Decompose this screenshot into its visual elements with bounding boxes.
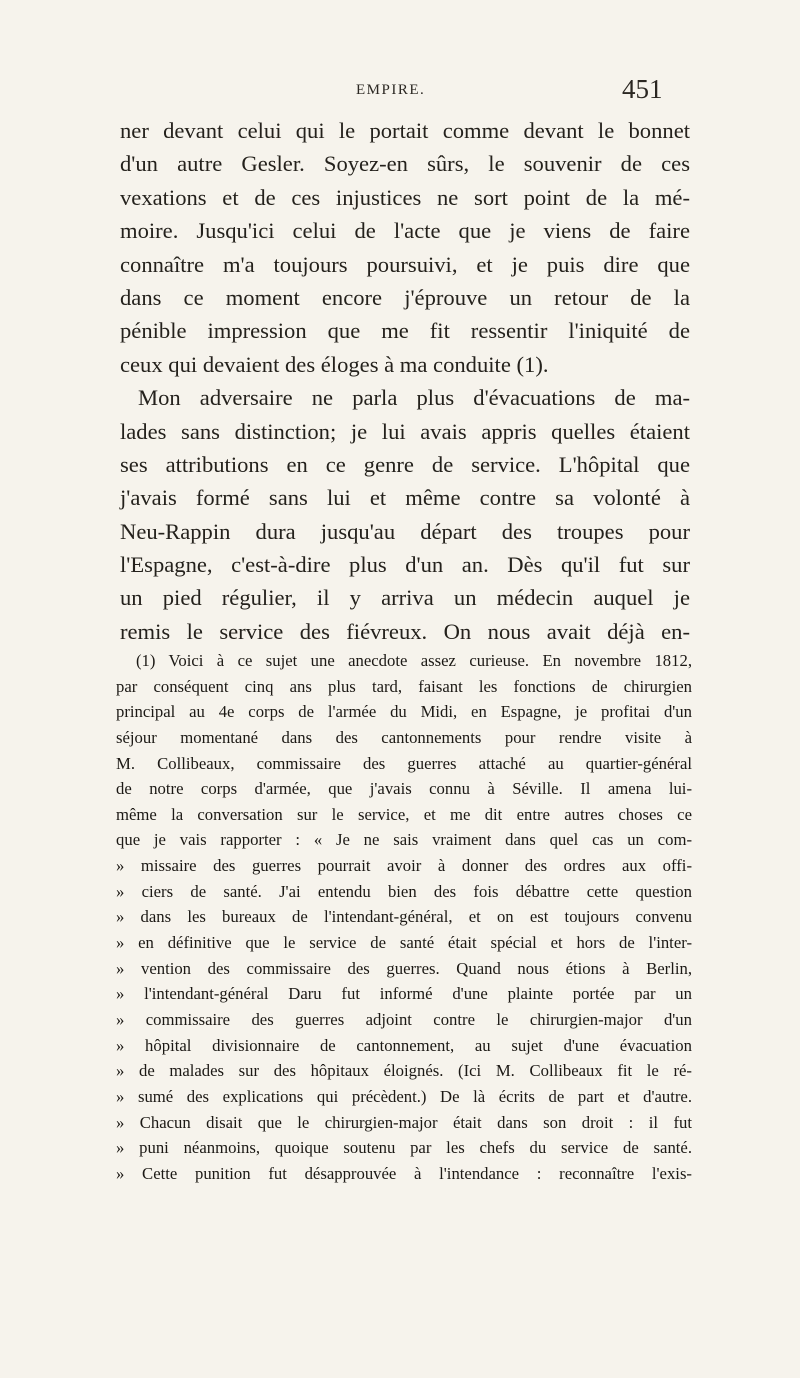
main-text <box>120 114 690 648</box>
main-text-line: Mon adversaire ne parla plus d'évacuations de ma- <box>138 385 690 411</box>
main-text-line: l'Espagne, c'est-à-dire plus d'un an. Dès qu'il fut sur <box>120 552 690 578</box>
footnote-line: séjour momentané dans des cantonnements pour rendre visite à <box>116 727 692 747</box>
footnote-line: » commissaire des guerres adjoint contre le chirurgien-major d'un <box>116 1009 692 1029</box>
main-text-line: j'avais formé sans lui et même contre sa volonté à <box>120 485 690 511</box>
footnote-line: » Cette punition fut désapprouvée à l'intendance : reconnaître l'exis- <box>116 1163 692 1183</box>
main-text-line: d'un autre Gesler. Soyez-en sûrs, le souvenir de ces <box>120 151 690 177</box>
main-text-line: lades sans distinction; je lui avais appris quelles étaient <box>120 418 690 444</box>
main-text-line: ner devant celui qui le portait comme devant le bonnet <box>120 118 690 143</box>
running-head <box>0 74 800 104</box>
footnote-line: » Chacun disait que le chirurgien-major était dans son droit : il fut <box>116 1112 692 1132</box>
main-text-line: un pied régulier, il y arriva un médecin auquel je <box>120 585 690 611</box>
main-text-line: pénible impression que me fit ressentir l'iniquité de <box>120 318 690 344</box>
footnote-line: (1) Voici à ce sujet une anecdote assez curieuse. En novembre 1812, <box>136 651 692 670</box>
main-text-line: ceux qui devaient des éloges à ma conduite (1). <box>120 351 549 377</box>
main-text-line: dans ce moment encore j'éprouve un retour de la <box>120 284 690 310</box>
main-text-line: connaître m'a toujours poursuivi, et je puis dire que <box>120 251 690 277</box>
footnote-line: » vention des commissaire des guerres. Quand nous étions à Berlin, <box>116 958 692 978</box>
footnote-line: principal au 4e corps de l'armée du Midi, en Espagne, je profitai d'un <box>116 702 692 722</box>
footnote-line: par conséquent cinq ans plus tard, faisant les fonctions de chirurgien <box>116 676 692 696</box>
main-text-line: ses attributions en ce genre de service. L'hôpital que <box>120 451 690 477</box>
footnote-line: » missaire des guerres pourrait avoir à donner des ordres aux offi- <box>116 856 692 876</box>
main-text-line: Neu-Rappin dura jusqu'au départ des troupes pour <box>120 518 690 544</box>
footnote-line: » ciers de santé. J'ai entendu bien des fois débattre cette question <box>116 881 692 901</box>
main-text-line: remis le service des fiévreux. On nous avait déjà en- <box>120 618 690 644</box>
footnote <box>116 648 692 1186</box>
footnote-line: M. Collibeaux, commissaire des guerres attaché au quartier-général <box>116 753 692 773</box>
page-number: 451 <box>622 74 663 104</box>
footnote-line: » l'intendant-général Daru fut informé d'une plainte portée par un <box>116 984 692 1004</box>
footnote-line: de notre corps d'armée, que j'avais connu à Séville. Il amena lui- <box>116 779 692 799</box>
footnote-line: » dans les bureaux de l'intendant-général, et on est toujours convenu <box>116 907 692 927</box>
footnote-line: » en définitive que le service de santé était spécial et hors de l'inter- <box>116 933 692 953</box>
main-text-line: moire. Jusqu'ici celui de l'acte que je viens de faire <box>120 218 690 244</box>
footnote-line: » puni néanmoins, quoique soutenu par les chefs du service de santé. <box>116 1138 692 1158</box>
footnote-line: » de malades sur des hôpitaux éloignés. (Ici M. Collibeaux fit le ré- <box>116 1061 692 1081</box>
footnote-line: même la conversation sur le service, et me dit entre autres choses ce <box>116 804 692 824</box>
footnote-line: » hôpital divisionnaire de cantonnement, au sujet d'une évacuation <box>116 1035 692 1055</box>
running-title: EMPIRE. <box>356 82 426 98</box>
main-text-line: vexations et de ces injustices ne sort point de la mé- <box>120 184 690 210</box>
footnote-line: » sumé des explications qui précèdent.) De là écrits de part et d'autre. <box>116 1086 692 1106</box>
footnote-line: que je vais rapporter : « Je ne sais vraiment dans quel cas un com- <box>116 830 692 850</box>
